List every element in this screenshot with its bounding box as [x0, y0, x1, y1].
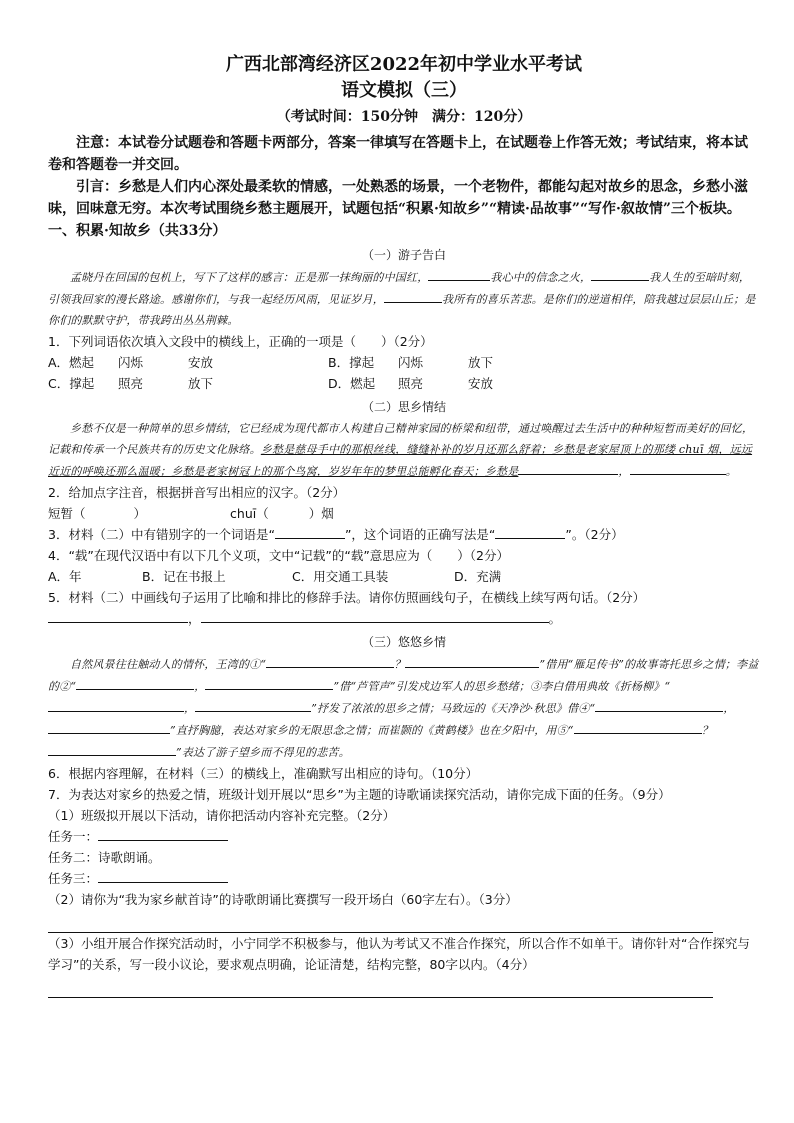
answer-line	[48, 975, 713, 998]
question-3	[48, 524, 760, 545]
material-3-title: （三）悠悠乡情	[361, 635, 446, 649]
q2-item-1: 短暂（	[48, 506, 86, 521]
q5-end: 。	[548, 611, 562, 626]
question-7-part-2: （2）请你为“我为家乡献首诗”的诗歌朗诵比赛撰写一段开场白（60字左右）。（3分）	[48, 892, 518, 907]
exam-subtitle: 语文模拟（三）	[341, 80, 467, 101]
fill-blank	[201, 608, 549, 623]
m3-part: ”借用“雁足传书”的故事寄托思乡之情；李益的②“	[48, 658, 759, 693]
exam-page	[48, 52, 760, 998]
option-text: 放下	[188, 376, 214, 391]
material-1-part-a: 孟晓丹在回国的包机上，写下了这样的感言：正是那一抹绚丽的中国红，	[70, 271, 429, 284]
option-text: B．记在书报上	[142, 569, 226, 584]
m3-part: ，	[194, 680, 206, 693]
material-1-text	[48, 266, 760, 331]
material-1-part-c: 我人生的至暗时刻，引领我回家的漫长路途。感谢你们，与我一起经历风雨，见证岁月，	[48, 271, 751, 306]
material-2-plain: 乡愁不仅是一种简单的思乡情结，它已经成为现代都市人构建自己精神家园的桥梁和纽带，通过唤醒过去生活中的种种短暂而美好的回忆，记载和传承一个民族共有的历史文化脉络。	[48, 422, 754, 456]
question-7-part-1: （1）班级拟开展以下活动，请你把活动内容补充完整。（2分）	[48, 808, 396, 823]
m3-part: ？	[701, 724, 713, 737]
option-text: 闪烁	[398, 355, 424, 370]
option-text: C．撑起	[48, 376, 95, 391]
question-1-options-row-2	[48, 373, 760, 394]
fill-blank	[48, 697, 184, 712]
fill-blank	[98, 868, 228, 883]
question-5-stem: 5．材料（二）中画线句子运用了比喻和排比的修辞手法。请你仿照画线句子，在横线上续写两句话。（2分）	[48, 590, 646, 605]
m3-part: ”抒发了浓浓的思乡之情；马致远的《天净沙·秋思》借④“	[311, 702, 596, 715]
question-6: 6．根据内容理解，在材料（三）的横线上，准确默写出相应的诗句。（10分）	[48, 766, 479, 781]
q2-item-2: chuī（	[230, 506, 269, 521]
question-5-answer	[48, 608, 760, 629]
option-text: 放下	[468, 355, 494, 370]
fill-blank	[275, 524, 345, 539]
fill-blank	[630, 460, 726, 475]
exam-intro: 引言：乡愁是人们内心深处最柔软的情感，一处熟悉的场景，一个老物件，都能勾起对故乡的思念，乡愁小滋味，回味意无穷。本次考试围绕乡愁主题展开，试题包括“积累·知故乡”“精读·品故事”“写作·叙故情”三个板块。	[48, 179, 748, 217]
option-text: D．燃起	[328, 376, 376, 391]
m3-part: ”借“芦管声”引发戍边军人的思乡愁绪；③李白借用典故《折杨柳》“	[333, 680, 671, 693]
exam-notice: 注意：本试卷分试题卷和答题卡两部分，答案一律填写在答题卡上，在试题卷上作答无效；考试结束，将本试卷和答题卷一并交回。	[48, 135, 748, 173]
question-1-options-row-1	[48, 352, 760, 373]
question-2-items	[48, 503, 760, 524]
q2-item-2-end: ）烟	[308, 506, 334, 521]
task-3	[48, 868, 760, 889]
fill-blank	[591, 266, 649, 281]
fill-blank	[48, 608, 188, 623]
fill-blank	[518, 460, 618, 475]
question-7-stem: 7．为表达对家乡的热爱之情，班级计划开展以“思乡”为主题的诗歌诵读探究活动，请你完成下面的任务。（9分）	[48, 787, 671, 802]
task-1	[48, 826, 760, 847]
question-4-stem: 4．“载”在现代汉语中有以下几个义项，文中“记载”的“载”意思应为（ ）（2分）	[48, 548, 510, 563]
fill-blank	[205, 675, 333, 690]
m3-part: ？	[394, 658, 406, 671]
question-7-part-3: （3）小组开展合作探究活动时，小宁同学不积极参与，他认为考试又不准合作探究，所以合作不如单干。请你针对“合作探究与学习”的关系，写一段小议论，要求观点明确，论证清楚，结构完整，80字以内。（4分）	[48, 936, 750, 972]
option-text: 安放	[188, 355, 214, 370]
material-1-title: （一）游子告白	[361, 248, 446, 262]
task-2: 任务二：诗歌朗诵。	[48, 850, 161, 865]
fill-blank	[195, 697, 311, 712]
m3-part: 自然风景往往触动人的情怀，王湾的①“	[70, 658, 267, 671]
exam-title: 广西北部湾经济区2022年初中学业水平考试	[225, 54, 583, 75]
material-3-text	[48, 653, 760, 763]
material-2-text: 乡愁不仅是一种简单的思乡情结，它已经成为现代都市人构建自己精神家园的桥梁和纽带，通过唤醒过去生活中的种种短暂而美好的回忆，记载和传承一个民族共有的历史文化脉络。乡愁是慈母手中的那根丝线，缝缝补补的岁月还那么舒着；乡愁是老家屋顶上的那缕 chuī 烟，远远近近的呼唤还那么温暖；乡愁是老家树冠上的那个鸟窝，岁岁年年的梦里总能孵化春天；乡愁是 ， 。	[48, 422, 754, 478]
fill-blank	[48, 719, 170, 734]
section-heading-1: 一、积累·知故乡（共33分）	[48, 223, 227, 239]
fill-blank	[48, 741, 176, 756]
task-1-label: 任务一：	[48, 829, 99, 844]
q3-part-c: ”。（2分）	[565, 527, 624, 542]
material-2-title: （二）思乡情结	[361, 400, 446, 414]
q3-part-a: 3．材料（二）中有错别字的一个词语是“	[48, 527, 275, 542]
m3-part: ”表达了游子望乡而不得见的悲苦。	[176, 746, 350, 759]
material-1-part-b: 我心中的信念之火，	[490, 271, 592, 284]
option-text: 闪烁	[118, 355, 144, 370]
fill-blank	[266, 653, 394, 668]
material-1-part-d: 我所有的喜乐苦悲。是你们的逆道相伴，陪我越过层层山丘；是你们的默默守护，带我跨出丛丛荆棘。	[48, 293, 756, 327]
option-text: 安放	[468, 376, 494, 391]
fill-blank	[405, 653, 539, 668]
option-text: A．燃起	[48, 355, 95, 370]
option-text: C．用交通工具装	[292, 569, 389, 584]
q5-sep: ，	[188, 611, 201, 626]
option-text: 照亮	[118, 376, 144, 391]
question-2-stem: 2．给加点字注音，根据拼音写出相应的汉字。（2分）	[48, 485, 346, 500]
material-2-end: 。	[725, 465, 737, 478]
question-1-stem: 1．下列词语依次填入文段中的横线上，正确的一项是（ ）（2分）	[48, 334, 433, 349]
q3-part-b: ”，这个词语的正确写法是“	[344, 527, 496, 542]
fill-blank	[595, 697, 723, 712]
m3-part: ”直抒胸臆，表达对家乡的无限思念之情；而崔颢的《黄鹤楼》也在夕阳中，用⑤“	[170, 724, 574, 737]
fill-blank	[495, 524, 565, 539]
fill-blank	[574, 719, 702, 734]
option-text: A．年	[48, 569, 82, 584]
answer-line	[48, 910, 713, 933]
m3-part: ，	[723, 702, 735, 715]
material-2-underlined: 乡愁是慈母手中的那根丝线，缝缝补补的岁月还那么舒着；乡愁是老家屋顶上的那缕 chuī 烟，远远近近的呼唤还那么温暖；乡愁是老家树冠上的那个鸟窝，岁岁年年的梦里总能孵化春天；乡愁是	[48, 443, 753, 478]
option-text: D．充满	[454, 569, 502, 584]
option-text: B．撑起	[328, 355, 375, 370]
fill-blank	[98, 826, 228, 841]
question-4-options	[48, 566, 760, 587]
fill-blank	[428, 266, 490, 281]
fill-blank	[384, 288, 442, 303]
fill-blank	[76, 675, 194, 690]
exam-time-note: （考试时间：150分钟 满分：120分）	[276, 109, 532, 125]
m3-part: ，	[184, 702, 196, 715]
q2-item-1-end: ）	[133, 506, 147, 521]
task-3-label: 任务三：	[48, 871, 99, 886]
option-text: 照亮	[398, 376, 424, 391]
